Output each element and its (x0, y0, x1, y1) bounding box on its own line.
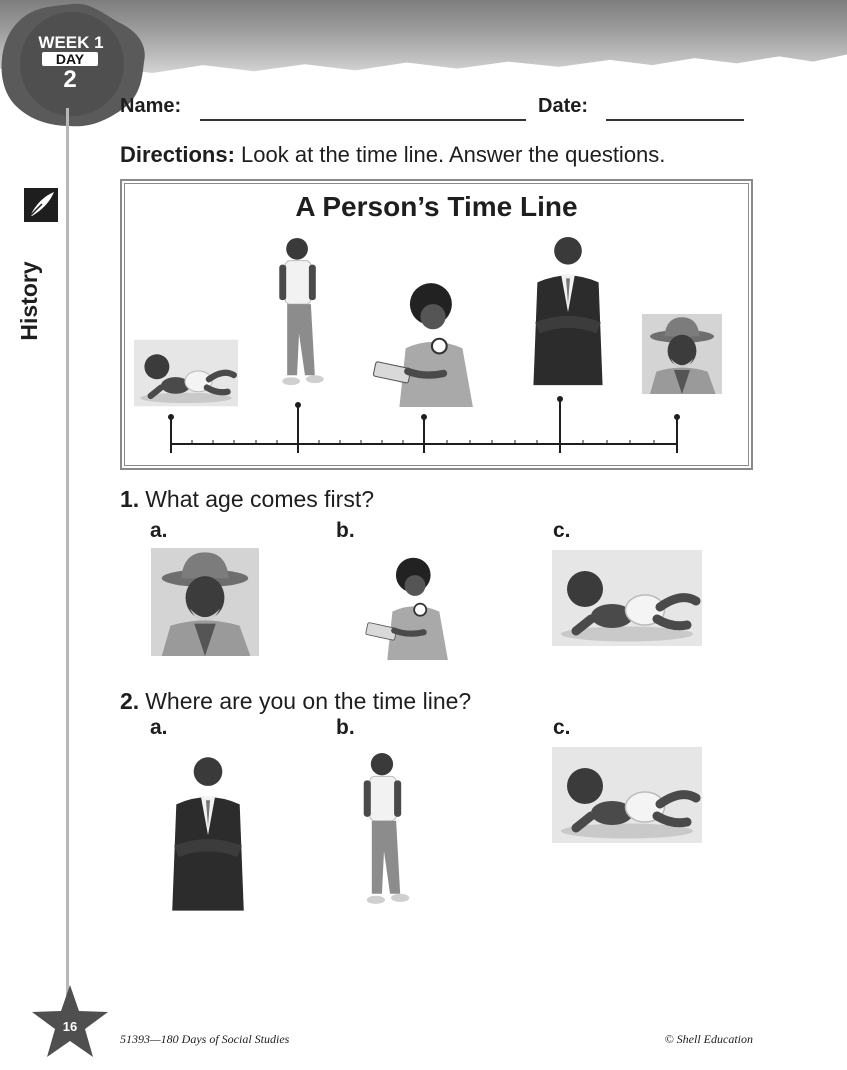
q2-option-b-label: b. (336, 716, 355, 739)
q1-option-a-label: a. (150, 519, 168, 542)
directions-text: Look at the time line. Answer the questions. (241, 142, 666, 167)
q2-option-c-label: c. (553, 716, 571, 739)
timeline-title: A Person’s Time Line (295, 191, 578, 222)
week-label: WEEK 1 (38, 33, 104, 52)
question-1 (120, 486, 374, 513)
question-1-number: 1. (120, 486, 140, 512)
day-number: 2 (63, 66, 77, 93)
timeline-diagram (122, 181, 751, 468)
q2-option-c-baby-photo[interactable] (552, 744, 702, 846)
subject-label: History (16, 261, 42, 341)
name-label: Name: (120, 95, 182, 117)
q2-option-b-child-photo[interactable] (352, 750, 420, 912)
directions (120, 142, 665, 168)
date-label: Date: (538, 95, 589, 117)
question-1-text: What age comes first? (145, 486, 374, 512)
margin-rule (66, 108, 69, 998)
copyright: © Shell Education (664, 1032, 753, 1046)
timeline-adult (533, 237, 602, 385)
directions-label: Directions: (120, 142, 235, 167)
q1-option-c-label: c. (553, 519, 571, 542)
q1-option-b-label: b. (336, 519, 355, 542)
timeline-child (279, 238, 323, 385)
timeline-elder (642, 314, 722, 394)
day-label: DAY (42, 52, 98, 66)
date-field[interactable] (606, 119, 744, 121)
question-2 (120, 688, 471, 715)
page-number: 16 (62, 1019, 78, 1034)
book-title: 51393—180 Days of Social Studies (120, 1032, 290, 1046)
question-2-number: 2. (120, 688, 140, 714)
timeline-baby (134, 340, 238, 407)
q1-option-c-baby-photo[interactable] (552, 548, 702, 648)
quill-icon (22, 186, 60, 224)
q1-option-b-teen-photo[interactable] (356, 556, 474, 660)
timeline-teen (373, 283, 473, 407)
q2-option-a-label: a. (150, 716, 168, 739)
q1-option-a-elder-photo[interactable] (150, 548, 260, 656)
question-2-text: Where are you on the time line? (145, 688, 472, 714)
name-field[interactable] (200, 119, 526, 121)
q2-option-a-adult-photo[interactable] (162, 752, 254, 918)
